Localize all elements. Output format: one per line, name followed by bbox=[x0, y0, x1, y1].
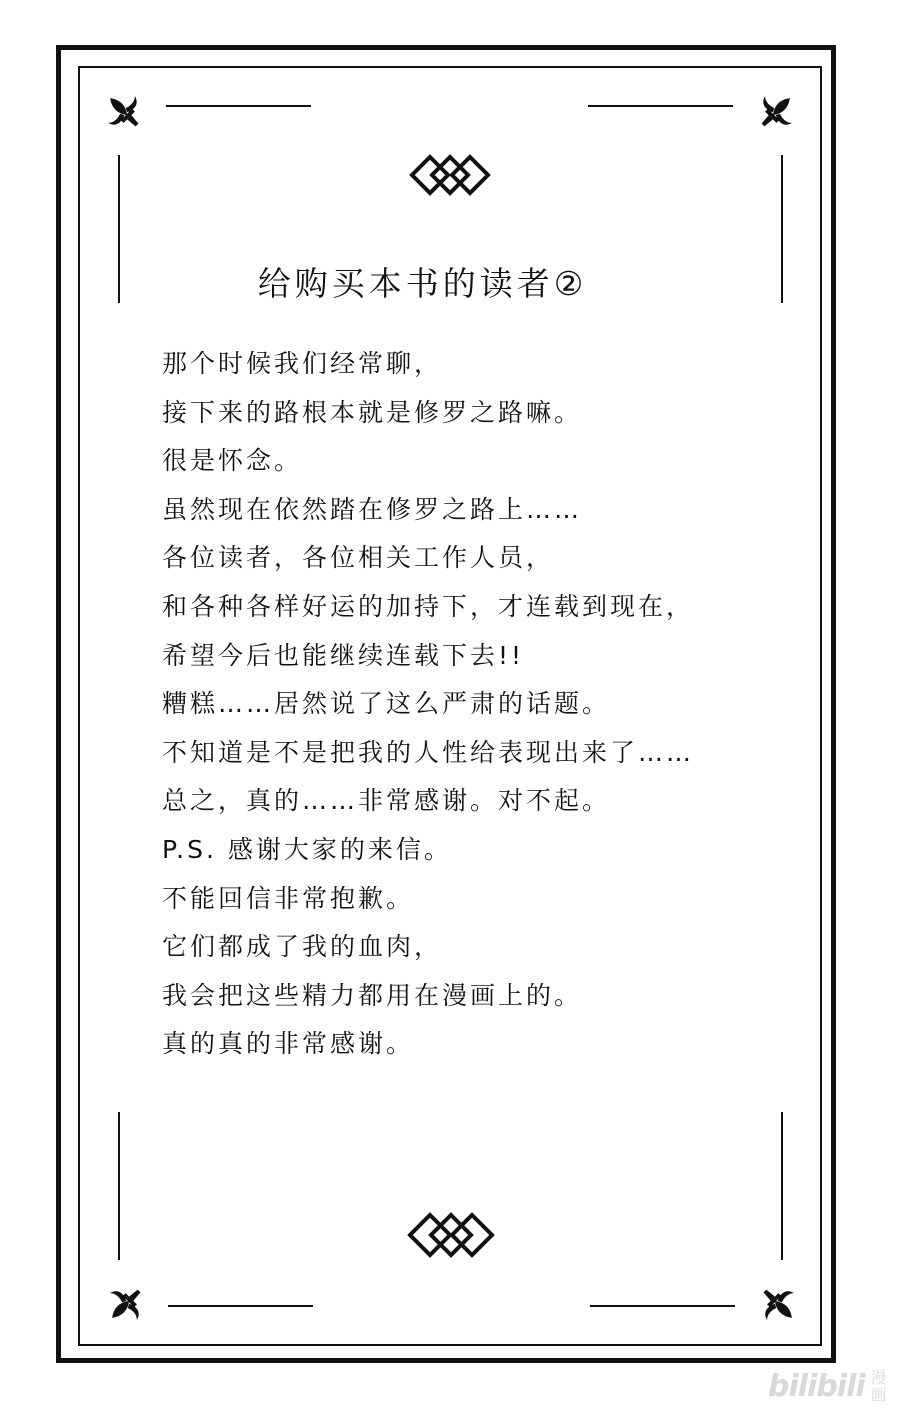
fleur-de-lis-icon bbox=[752, 1278, 802, 1328]
text-line: 各位读者，各位相关工作人员， bbox=[162, 543, 555, 573]
text-line: 糟糕……居然说了这么严肃的话题。 bbox=[162, 689, 611, 719]
top-left-rule bbox=[166, 105, 311, 107]
fleur-de-lis-icon bbox=[750, 88, 800, 138]
text-line: 不能回信非常抱歉。 bbox=[162, 883, 415, 913]
page-title: 给购买本书的读者② bbox=[257, 264, 588, 303]
fleur-de-lis-icon bbox=[102, 1278, 152, 1328]
text-line: 很是怀念。 bbox=[162, 446, 303, 476]
bottom-right-rule bbox=[590, 1305, 735, 1307]
interlocked-diamonds-icon bbox=[408, 152, 492, 198]
watermark-text: 漫画 bbox=[870, 1368, 887, 1404]
fleur-de-lis-icon bbox=[100, 88, 150, 138]
bottom-right-vertical-rule bbox=[781, 1112, 783, 1260]
text-line: 和各种各样好运的加持下，才连载到现在， bbox=[162, 591, 695, 621]
text-line: 真的真的非常感谢。 bbox=[162, 1029, 415, 1059]
text-line: 那个时候我们经常聊， bbox=[162, 349, 443, 378]
watermark-logo: bilibili bbox=[768, 1368, 865, 1404]
text-line: 虽然现在依然踏在修罗之路上…… bbox=[162, 494, 583, 524]
text-line: 接下来的路根本就是修罗之路嘛。 bbox=[162, 397, 583, 427]
bottom-left-rule bbox=[168, 1305, 313, 1307]
bottom-left-vertical-rule bbox=[118, 1112, 120, 1260]
text-line: 不知道是不是把我的人性给表现出来了…… bbox=[162, 737, 695, 767]
top-right-rule bbox=[588, 105, 733, 107]
letter-body bbox=[162, 340, 782, 1069]
text-line: 总之，真的……非常感谢。对不起。 bbox=[162, 786, 611, 816]
interlocked-diamonds-icon bbox=[406, 1210, 496, 1260]
text-line: P.S. 感谢大家的来信。 bbox=[162, 834, 452, 864]
text-line: 希望今后也能继续连载下去!! bbox=[162, 640, 525, 670]
text-line: 我会把这些精力都用在漫画上的。 bbox=[162, 980, 583, 1010]
watermark bbox=[768, 1366, 889, 1406]
text-line: 它们都成了我的血肉， bbox=[162, 932, 443, 962]
